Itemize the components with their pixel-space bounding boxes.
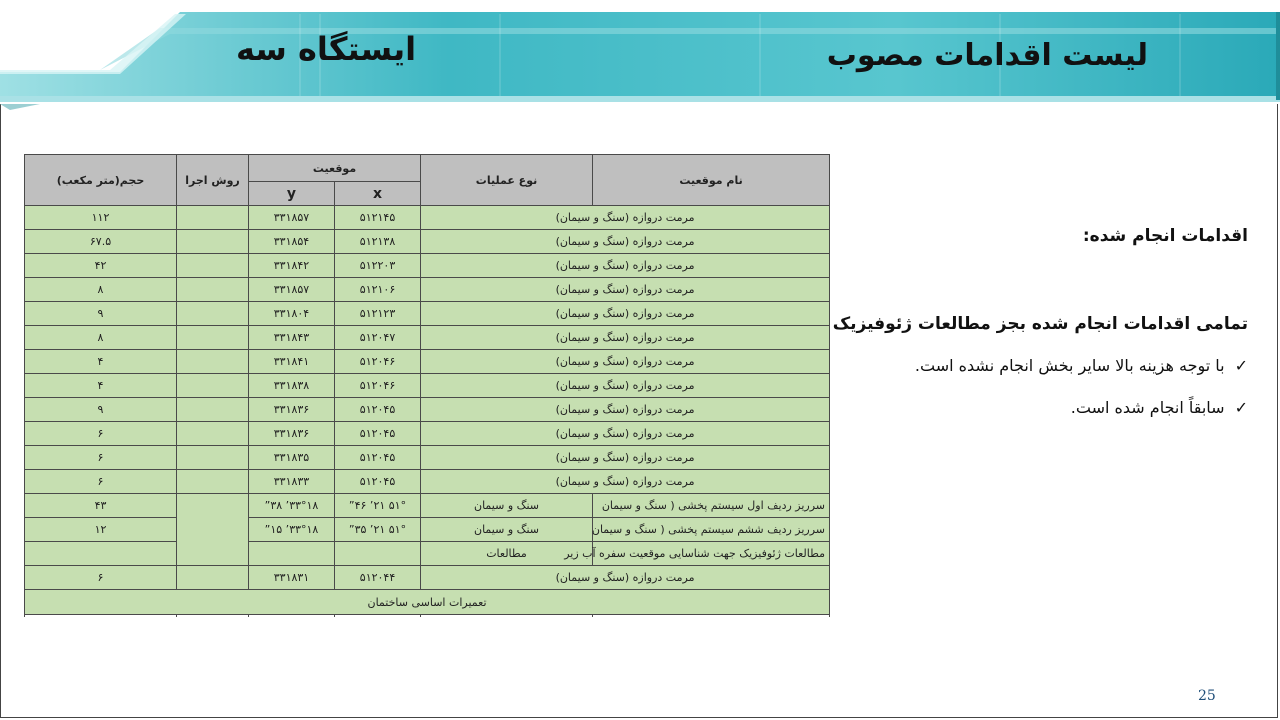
cell-volume: ۶ [25, 446, 177, 470]
blank-cell [421, 615, 593, 618]
cell-volume: ۴۳ [25, 494, 177, 518]
table-row-special [25, 518, 830, 542]
cell-y: ۳۳۱۸۳۱ [249, 566, 335, 590]
cell-method [177, 350, 249, 374]
col-operation: نوع عملیات [421, 155, 593, 206]
cell-name: سرریز ردیف ششم سیستم پخشی ( سنگ و سیمان [593, 518, 830, 542]
cell-y: ۳۳°۱۸’ ۱۵” [249, 518, 335, 542]
cell-method [177, 326, 249, 350]
cell-desc: مرمت دروازه (سنگ و سیمان) [421, 398, 830, 422]
table-row [25, 446, 830, 470]
station-title: ایستگاه سه [236, 30, 417, 68]
cell-volume: ۹ [25, 302, 177, 326]
cell-method [177, 446, 249, 470]
table-row [25, 350, 830, 374]
cell-volume: ۴۲ [25, 254, 177, 278]
checkmark-icon: ✓ [1234, 398, 1248, 417]
cell-x: ۵۱۲۰۴۶ [335, 374, 421, 398]
cell-method [177, 230, 249, 254]
cell-x [335, 542, 421, 566]
cell-desc: مرمت دروازه (سنگ و سیمان) [421, 230, 830, 254]
cell-y: ۳۳۱۸۳۶ [249, 422, 335, 446]
blank-cell [249, 615, 335, 618]
table-row [25, 206, 830, 230]
table-blank-row [25, 615, 830, 618]
cell-y [249, 542, 335, 566]
col-volume: حجم(متر مکعب) [25, 155, 177, 206]
cell-x: ۵۱۲۰۴۵ [335, 446, 421, 470]
cell-method [177, 422, 249, 446]
cell-volume: ۹ [25, 398, 177, 422]
table-row [25, 422, 830, 446]
cell-method [177, 494, 249, 566]
cell-operation: سنگ و سیمان [421, 518, 593, 542]
table-row [25, 230, 830, 254]
cell-desc: مرمت دروازه (سنگ و سیمان) [421, 566, 830, 590]
cell-method [177, 566, 249, 590]
cell-desc: مرمت دروازه (سنگ و سیمان) [421, 206, 830, 230]
cell-x: ۵۱۲۱۲۳ [335, 302, 421, 326]
cell-y: ۳۳۱۸۴۱ [249, 350, 335, 374]
cell-y: ۳۳۱۸۵۴ [249, 230, 335, 254]
cell-method [177, 398, 249, 422]
cell-desc: مرمت دروازه (سنگ و سیمان) [421, 302, 830, 326]
blank-cell [593, 615, 830, 618]
cell-desc: مرمت دروازه (سنگ و سیمان) [421, 374, 830, 398]
table-row [25, 278, 830, 302]
table-footer-row [25, 590, 830, 615]
col-name: نام موقعیت [593, 155, 830, 206]
cell-method [177, 278, 249, 302]
table-row [25, 566, 830, 590]
cell-operation: سنگ و سیمان [421, 494, 593, 518]
cell-y: ۳۳۱۸۵۷ [249, 206, 335, 230]
cell-volume: ۶ [25, 422, 177, 446]
cell-x: ۵۱° ۲۱’ ۳۵” [335, 518, 421, 542]
cell-name: سرریز ردیف اول سیستم پخشی ( سنگ و سیمان [593, 494, 830, 518]
cell-name: مطالعات ژئوفیزیک جهت شناسایی موقعیت سفره آب زیر [593, 542, 830, 566]
table-row [25, 254, 830, 278]
table-row [25, 374, 830, 398]
table-row-special [25, 494, 830, 518]
cell-volume: ۱۱۲ [25, 206, 177, 230]
cell-desc: مرمت دروازه (سنگ و سیمان) [421, 446, 830, 470]
cell-x: ۵۱° ۲۱’ ۴۶” [335, 494, 421, 518]
cell-operation: مطالعات [421, 542, 593, 566]
cell-method [177, 302, 249, 326]
bullet-text: سابقاً انجام شده است. [1070, 398, 1225, 417]
bullet-text: با توجه هزینه بالا سایر بخش انجام نشده است. [914, 356, 1225, 375]
cell-desc: مرمت دروازه (سنگ و سیمان) [421, 326, 830, 350]
col-y: y [249, 182, 335, 206]
cell-volume: ۱۲ [25, 518, 177, 542]
cell-x: ۵۱۲۰۴۷ [335, 326, 421, 350]
cell-volume: ۶ [25, 470, 177, 494]
cell-desc: مرمت دروازه (سنگ و سیمان) [421, 350, 830, 374]
cell-y: ۳۳۱۸۴۲ [249, 254, 335, 278]
cell-x: ۵۱۲۰۴۵ [335, 398, 421, 422]
blank-cell [335, 615, 421, 618]
col-method: روش اجرا [177, 155, 249, 206]
cell-method [177, 206, 249, 230]
bullet-item [915, 356, 1248, 375]
page-number: 25 [1198, 688, 1216, 704]
cell-desc: مرمت دروازه (سنگ و سیمان) [421, 470, 830, 494]
all-done-statement: تمامی اقدامات انجام شده بجز مطالعات ژئوفیزیک [832, 314, 1248, 334]
actions-table [24, 154, 830, 617]
cell-y: ۳۳۱۸۳۶ [249, 398, 335, 422]
table-row [25, 470, 830, 494]
bullet-item [1071, 398, 1248, 417]
header-banner [0, 0, 1280, 104]
cell-y: ۳۳۱۸۳۸ [249, 374, 335, 398]
cell-method [177, 374, 249, 398]
cell-desc: مرمت دروازه (سنگ و سیمان) [421, 278, 830, 302]
page-title: لیست اقدامات مصوب [826, 38, 1148, 73]
cell-method [177, 254, 249, 278]
cell-x: ۵۱۲۰۴۶ [335, 350, 421, 374]
cell-volume: ۴ [25, 374, 177, 398]
table-row-special [25, 542, 830, 566]
cell-y: ۳۳۱۸۳۵ [249, 446, 335, 470]
table-row [25, 398, 830, 422]
cell-x: ۵۱۲۱۰۶ [335, 278, 421, 302]
table-row [25, 302, 830, 326]
done-heading: اقدامات انجام شده: [1082, 226, 1248, 246]
col-x: x [335, 182, 421, 206]
cell-x: ۵۱۲۰۴۴ [335, 566, 421, 590]
cell-method [177, 470, 249, 494]
cell-volume: ۴ [25, 350, 177, 374]
cell-y: ۳۳۱۸۳۳ [249, 470, 335, 494]
cell-desc: مرمت دروازه (سنگ و سیمان) [421, 254, 830, 278]
cell-x: ۵۱۲۰۴۵ [335, 470, 421, 494]
cell-desc: مرمت دروازه (سنگ و سیمان) [421, 422, 830, 446]
cell-y: ۳۳۱۸۰۴ [249, 302, 335, 326]
blank-cell [177, 615, 249, 618]
cell-x: ۵۱۲۱۳۸ [335, 230, 421, 254]
table-header-row [25, 155, 830, 182]
table-footer: تعمیرات اساسی ساختمان [25, 590, 830, 615]
cell-volume: ۸ [25, 278, 177, 302]
cell-volume [25, 542, 177, 566]
checkmark-icon: ✓ [1234, 356, 1248, 375]
cell-y: ۳۳۱۸۵۷ [249, 278, 335, 302]
cell-volume: ۶ [25, 566, 177, 590]
cell-x: ۵۱۲۱۴۵ [335, 206, 421, 230]
cell-x: ۵۱۲۰۴۵ [335, 422, 421, 446]
cell-y: ۳۳۱۸۴۳ [249, 326, 335, 350]
cell-volume: ۸ [25, 326, 177, 350]
cell-volume: ۶۷.۵ [25, 230, 177, 254]
blank-cell [25, 615, 177, 618]
cell-x: ۵۱۲۲۰۳ [335, 254, 421, 278]
col-location: موقعیت [249, 155, 421, 182]
cell-y: ۳۳°۱۸’ ۳۸” [249, 494, 335, 518]
table-row [25, 326, 830, 350]
